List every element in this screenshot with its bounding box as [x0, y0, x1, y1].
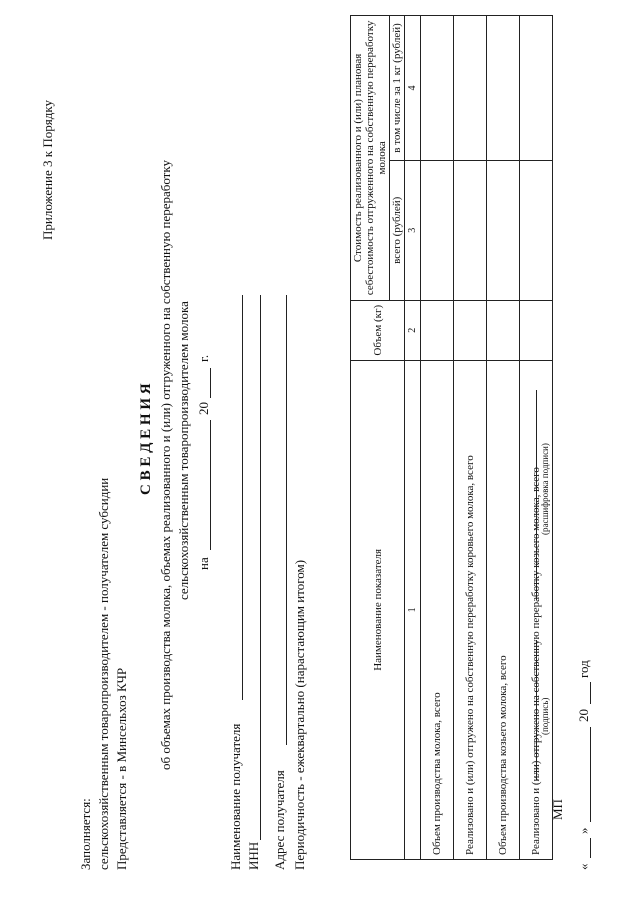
stamp-label: МП: [550, 799, 565, 820]
year-blank: [210, 368, 211, 398]
column-number-2: 2: [405, 300, 421, 360]
decode-signature-caption: (расшифровка подписи): [540, 443, 550, 535]
header-cost-total: всего (рублей): [390, 160, 405, 300]
signature-year-blank: [590, 682, 591, 704]
document-title: С В Е Д Е Н И Я: [138, 383, 154, 495]
cell-per-kg[interactable]: [487, 16, 520, 161]
rotated-form: [40, 10, 610, 880]
date-prefix: на: [196, 557, 211, 570]
cell-volume[interactable]: [487, 300, 520, 360]
fill-note-line-1: Заполняется:: [78, 798, 93, 870]
cell-per-kg[interactable]: [520, 16, 553, 161]
appendix-label: Приложение 3 к Порядку: [40, 100, 55, 240]
column-number-3: 3: [405, 160, 421, 300]
day-blank: [590, 838, 591, 858]
fill-note-line-2: сельскохозяйственным товаропроизводителем - получателем субсидии: [96, 477, 111, 870]
subtitle-line-1: об объемах производства молока, объемах реализованного и (или) отгруженного на собственную переработку: [158, 160, 173, 770]
header-volume: Объем (кг): [351, 300, 405, 360]
signature-caption: (подпись): [540, 697, 550, 735]
month-blank: [590, 727, 591, 822]
fill-note-line-3: Представляется - в Минсельхоз КЧР: [114, 667, 129, 870]
table-row: [421, 16, 454, 860]
table-row: [454, 16, 487, 860]
row-label: Объем производства козьего молока, всего: [487, 360, 520, 859]
field-recipient-name-line: [242, 295, 243, 700]
cell-total[interactable]: [487, 160, 520, 300]
header-cost-per-kg: в том числе за 1 кг (рублей): [390, 16, 405, 161]
date-blank: [210, 420, 211, 550]
data-table: [350, 15, 553, 860]
date-open-quote: «: [576, 863, 591, 870]
row-label: Реализовано и (или) отгружено на собственную переработку козьего молока, всего: [520, 360, 553, 859]
signature-year: 20: [576, 709, 591, 722]
header-indicator-name: Наименование показателя: [351, 360, 405, 859]
signature-year-suffix: год: [576, 660, 591, 678]
date-year: 20: [196, 402, 211, 415]
header-cost: Стоимость реализованного и (или) плановая себестоимость отгруженного на собственную переработку молока: [351, 16, 390, 301]
column-number-4: 4: [405, 16, 421, 161]
cell-total[interactable]: [520, 160, 553, 300]
date-suffix: г.: [196, 354, 211, 362]
field-address: Адрес получателя: [272, 770, 287, 870]
cell-volume[interactable]: [421, 300, 454, 360]
field-inn-line: [260, 295, 261, 840]
field-recipient-name: Наименование получателя: [228, 723, 243, 870]
cell-per-kg[interactable]: [454, 16, 487, 161]
row-label: Реализовано и (или) отгружено на собственную переработку коровьего молока, всего: [454, 360, 487, 859]
cell-total[interactable]: [421, 160, 454, 300]
field-inn: ИНН: [246, 841, 261, 870]
cell-volume[interactable]: [454, 300, 487, 360]
cell-volume[interactable]: [520, 300, 553, 360]
cell-total[interactable]: [454, 160, 487, 300]
table-row: [487, 16, 520, 860]
column-number-1: 1: [405, 360, 421, 859]
subtitle-line-2: сельскохозяйственным товаропроизводителем молока: [176, 301, 191, 600]
cell-per-kg[interactable]: [421, 16, 454, 161]
row-label: Объем производства молока, всего: [421, 360, 454, 859]
field-periodicity: Периодичность - ежеквартально (нарастающим итогом): [292, 559, 307, 870]
date-close-quote: »: [576, 827, 591, 834]
decode-signature-line: [536, 390, 537, 600]
field-address-line: [286, 295, 287, 745]
signature-line: [536, 640, 537, 780]
